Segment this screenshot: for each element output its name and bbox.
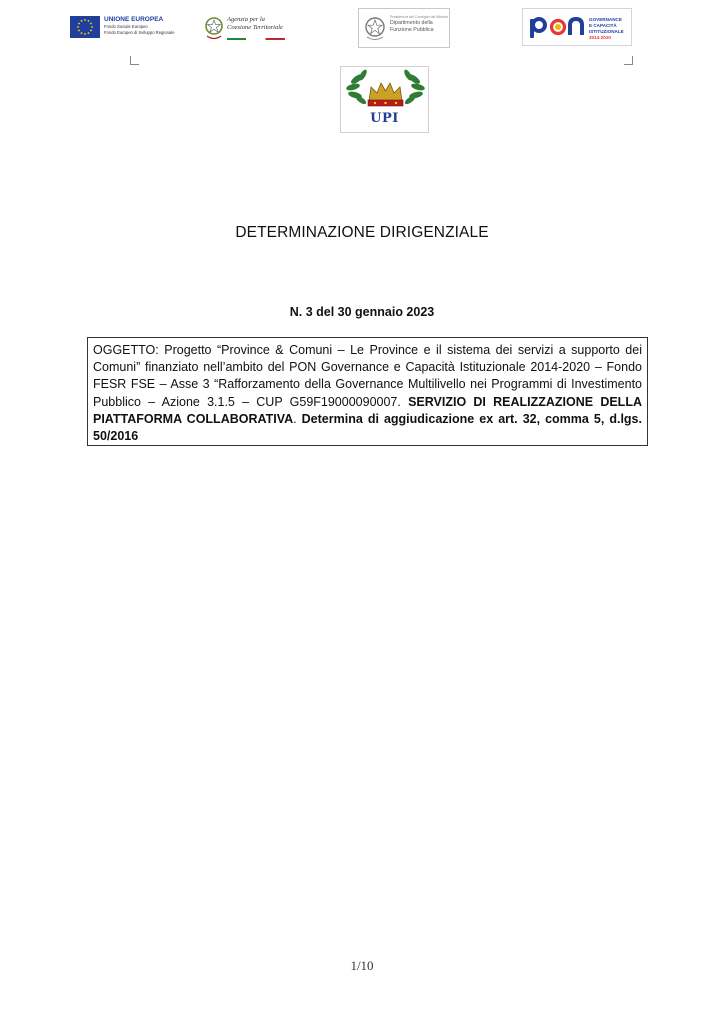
- pon-line4: 2014-2020: [589, 35, 611, 40]
- subject-box: [87, 337, 648, 446]
- dfp-line2: Dipartimento della: [390, 20, 433, 26]
- italian-emblem-icon: [203, 14, 225, 42]
- italian-emblem-icon: [363, 15, 387, 41]
- dfp-line1: Presidenza del Consiglio dei Ministri: [390, 15, 448, 19]
- subject-separator: .: [293, 411, 302, 426]
- subject-bold-service: SERVIZIO DI REALIZZAZIONE DELLA PIATTAFORMA COLLABORATIVA: [93, 394, 642, 426]
- tricolor-stripe: [227, 38, 285, 40]
- funzione-pubblica-logo: [358, 8, 450, 48]
- page-number: 1/10: [350, 958, 374, 973]
- upi-logo-text: UPI: [370, 111, 399, 126]
- document-number: N. 3 del 30 gennaio 2023: [289, 305, 435, 319]
- eu-logo: [70, 16, 182, 42]
- header-corner-mark-left: [130, 56, 139, 65]
- agenzia-line2: Coesione Territoriale: [227, 24, 283, 31]
- pon-governance-logo: [522, 8, 632, 46]
- pon-line3: ISTITUZIONALE: [589, 29, 624, 34]
- header-corner-mark-right: [624, 56, 633, 65]
- eu-logo-line1: Fondo Sociale Europeo: [104, 24, 148, 29]
- eu-logo-title: UNIONE EUROPEA: [104, 16, 164, 23]
- upi-logo: [340, 66, 429, 133]
- dfp-line3: Funzione Pubblica: [390, 27, 434, 33]
- eu-logo-line2: Fondo Europeo di Sviluppo Regionale: [104, 29, 175, 35]
- upi-crown-laurel-icon: [341, 67, 430, 113]
- subject-bold-determina: Determina di aggiudicazione ex art. 32, comma 5, d.lgs. 50/2016: [93, 411, 642, 444]
- agenzia-coesione-logo: [203, 14, 287, 44]
- pon-line1: GOVERNANCE: [589, 17, 622, 22]
- pon-wordmark-icon: [529, 15, 587, 41]
- eu-flag-icon: [70, 16, 100, 38]
- agenzia-line1: Agenzia per la: [227, 16, 265, 23]
- subject-text: OGGETTO: Progetto “Province & Comuni – Le Province e il sistema dei servizi a supporto dei Comuni” finanziato nell’ambito del PON Governance e Capacità Istituzionale 2014-2020 – Fondo FESR FSE – Asse 3 “Rafforzamento della Governance Multilivello nei Programmi di Investimento Pubblico – Azione 3.1.5 – CUP G59F19000090007.: [93, 343, 642, 409]
- document-title: DETERMINAZIONE DIRIGENZIALE: [235, 224, 489, 241]
- pon-line2: E CAPACITÀ: [589, 23, 617, 28]
